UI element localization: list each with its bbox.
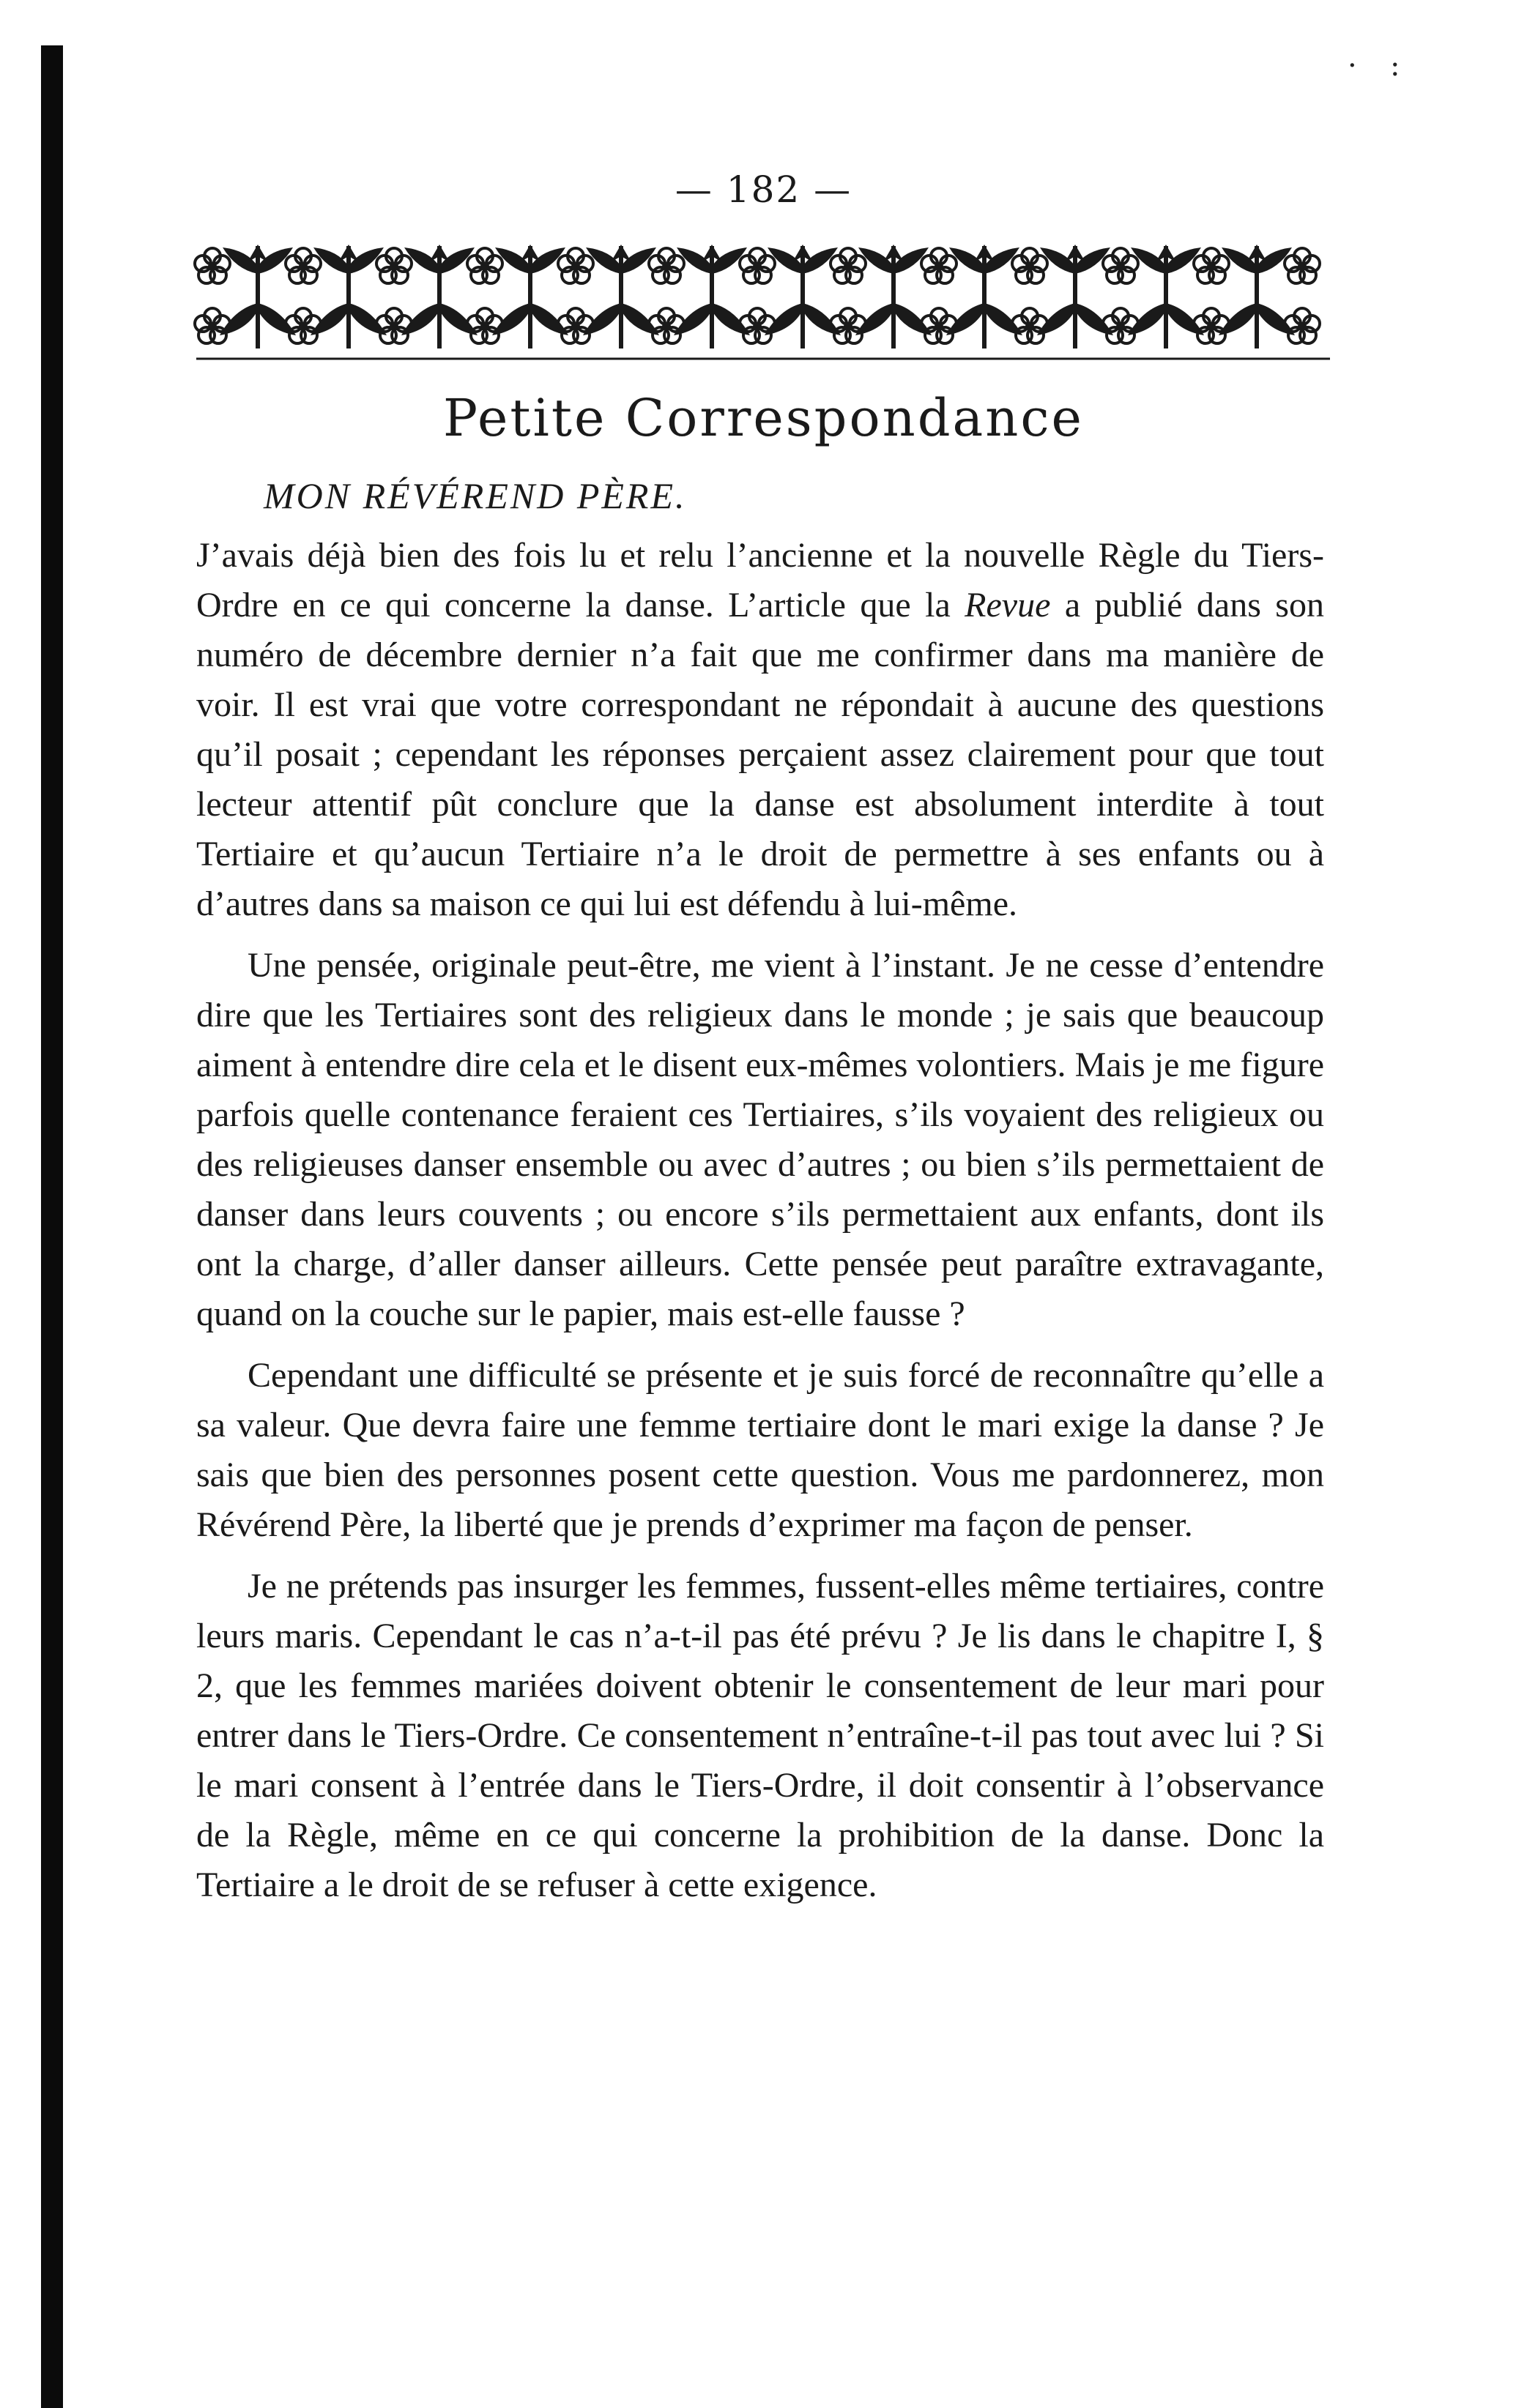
paragraph: Je ne prétends pas insurger les femmes, fussent-elles même tertiaires, contre leurs maris. Cependant le cas n’a-t-il pas été prévu ? Je lis dans le chapitre I, § 2, que les femmes mariées doivent obtenir le consentement de leur mari pour entrer dans le Tiers-Ordre. Ce consentement n’entraîne-t-il pas tout avec lui ? Si le mari consent à l’entrée dans le Tiers-Ordre, il doit consentir à l’observance de la Règle, même en ce qui concerne la prohibition de la danse. Donc la Tertiaire a le droit de se refuser à cette exigence. bbox=[196, 1567, 1324, 1904]
paragraph-text: J’avais déjà bien des fois lu et relu l’ancienne et la nouvelle Règle du Tiers-Ordre en ce qui concerne la danse. L’article que la bbox=[196, 536, 1324, 625]
salutation: MON RÉVÉREND PÈRE. bbox=[264, 475, 687, 516]
letter-body bbox=[196, 531, 1324, 1922]
paragraph: Cependant une difficulté se présente et je suis forcé de reconnaître qu’elle a sa valeur. Que devra faire une femme tertiaire dont le mari exige la danse ? Je sais que bien des personnes posent cette question. Vous me pardonnerez, mon Révérend Père, la liberté que je prends d’exprimer ma façon de penser. bbox=[196, 1356, 1324, 1544]
floral-frieze-ornament-icon bbox=[192, 228, 1334, 368]
page-speck: : bbox=[1390, 49, 1400, 83]
page-speck: · bbox=[1348, 49, 1357, 83]
paragraph: Une pensée, originale peut-être, me vient à l’instant. Je ne cesse d’entendre dire que les Tertiaires sont des religieux dans le monde ; je sais que beaucoup aiment à entendre dire cela et le disent eux-mêmes volontiers. Mais je me figure parfois quelle contenance feraient ces Tertiaires, s’ils voyaient des religieux ou des religieuses danser ensemble ou avec d’autres ; ou bien s’ils permettaient de danser dans leurs couvents ; ou encore s’ils permettaient aux enfants, dont ils ont la charge, d’aller danser ailleurs. Cette pensée peut paraître extravagante, quand on la couche sur le papier, mais est-elle fausse ? bbox=[196, 946, 1324, 1333]
section-heading: Petite Correspondance bbox=[443, 388, 1084, 448]
page-number: — 182 — bbox=[675, 168, 852, 211]
paragraph bbox=[196, 531, 1324, 929]
paragraph-text: a publié dans son numéro de décembre dernier n’a fait que me confirmer dans ma manière de voir. Il est vrai que votre correspondant ne répondait à aucune des questions qu’il posait ; cependant les réponses perçaient assez clairement pour que tout lecteur attentif pût conclure que la danse est absolument interdite à tout Tertiaire et qu’aucun Tertiaire n’a le droit de permettre à ses enfants ou à d’autres dans sa maison ce qui lui est défendu à lui-même. bbox=[196, 586, 1324, 923]
journal-title: Revue bbox=[965, 586, 1051, 625]
